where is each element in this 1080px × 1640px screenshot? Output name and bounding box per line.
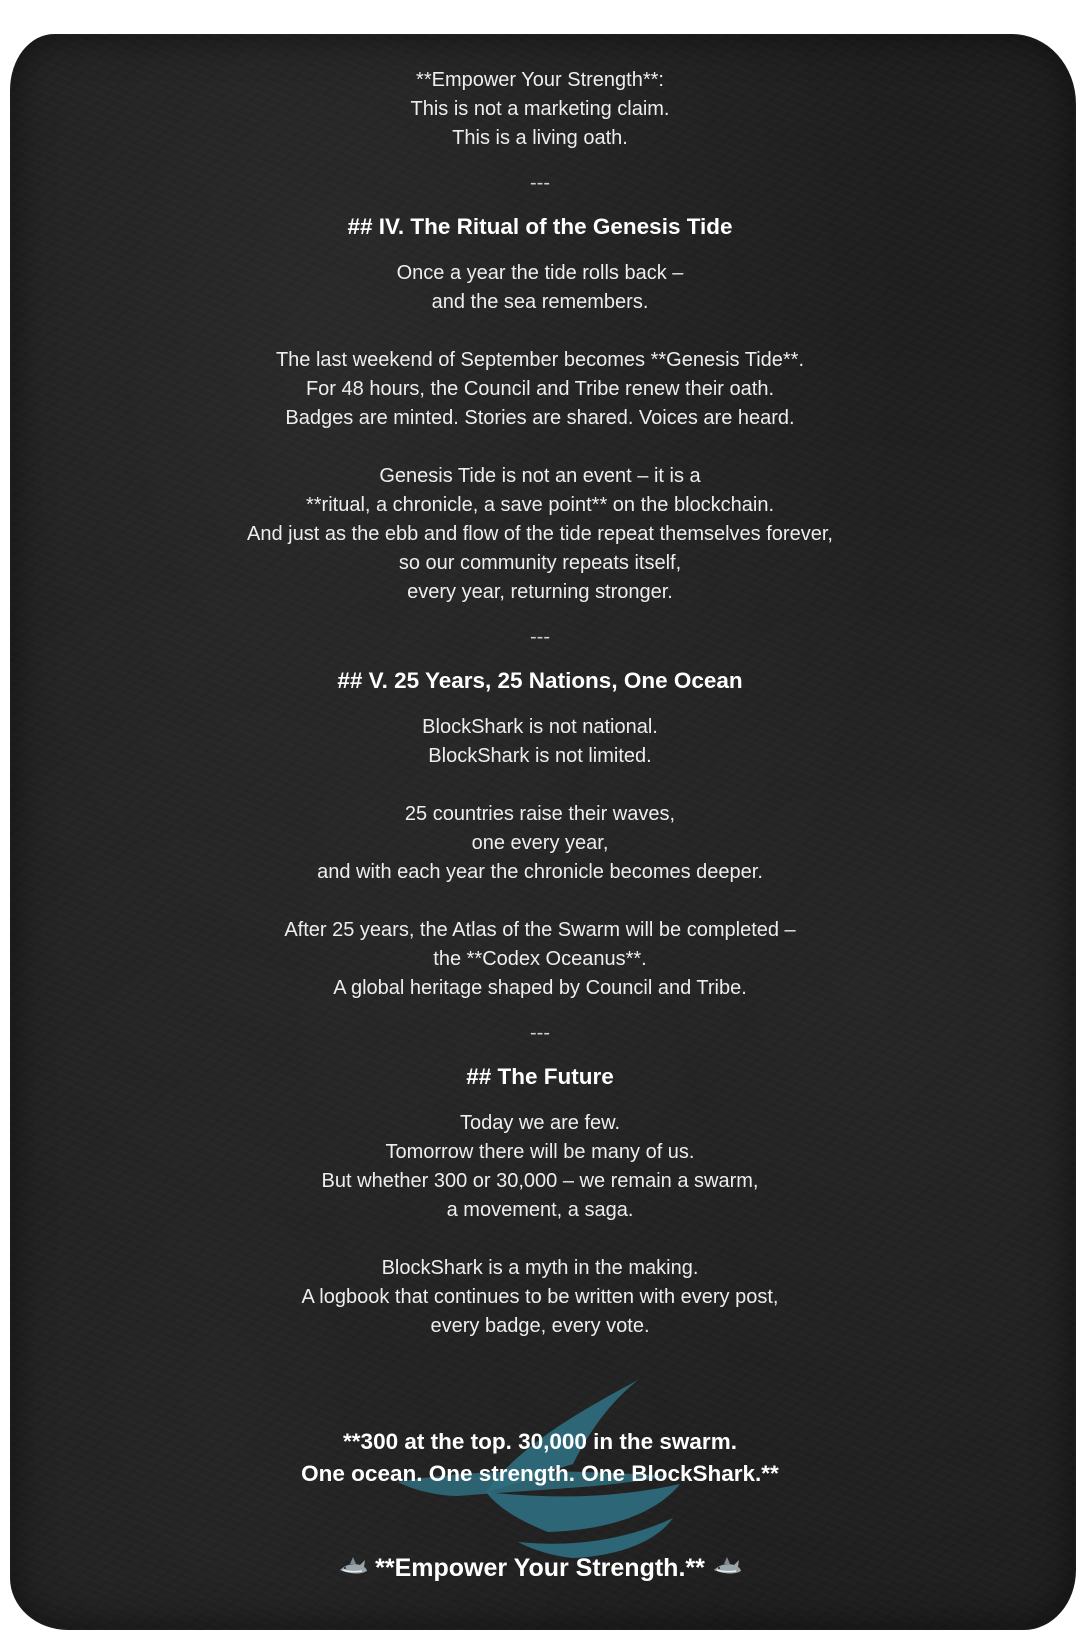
text-line: and with each year the chronicle becomes deeper. [317,861,763,883]
text-line: and the sea remembers. [431,291,649,313]
section-v-body [40,713,1040,1003]
intro-line: This is not a marketing claim. [410,98,670,120]
motto-text: **Empower Your Strength.** [375,1554,705,1582]
text-line: Today we are few. [459,1112,621,1134]
text-line: a movement, a saga. [446,1199,634,1221]
separator: --- [530,626,550,648]
shark-emoji-icon [712,1555,742,1579]
text-line: A global heritage shaped by Council and Tribe. [333,977,747,999]
text-line: Once a year the tide rolls back – [396,262,684,284]
section-iv-heading: ## IV. The Ritual of the Genesis Tide [347,214,733,239]
text-line: But whether 300 or 30,000 – we remain a swarm, [321,1170,759,1192]
text-line: After 25 years, the Atlas of the Swarm will be completed – [284,919,796,941]
text-line: **ritual, a chronicle, a save point** on the blockchain. [305,494,775,516]
text-line: every year, returning stronger. [407,581,673,603]
text-line: so our community repeats itself, [398,552,682,574]
future-heading: ## The Future [466,1064,614,1089]
intro-paragraph [40,66,1040,153]
separator: --- [530,172,550,194]
section-iv-body [40,259,1040,607]
document-body [40,66,1040,1341]
closing-motto [40,1551,1040,1585]
text-line: BlockShark is not national. [422,716,658,738]
closing-line: One ocean. One strength. One BlockShark.** [301,1461,779,1486]
future-body [40,1109,1040,1341]
text-line: And just as the ebb and flow of the tide repeat themselves forever, [247,523,833,545]
text-line: the **Codex Oceanus**. [433,948,647,970]
text-line: A logbook that continues to be written with every post, [301,1286,779,1308]
text-line: Badges are minted. Stories are shared. Voices are heard. [285,407,795,429]
separator: --- [530,1022,550,1044]
text-line: BlockShark is not limited. [428,745,652,767]
closing-statement [40,1426,1040,1490]
intro-line: **Empower Your Strength**: [416,69,664,91]
text-line: BlockShark is a myth in the making. [381,1257,699,1279]
text-line: 25 countries raise their waves, [404,803,676,825]
closing-line: **300 at the top. 30,000 in the swarm. [343,1429,737,1454]
text-line: The last weekend of September becomes **Genesis Tide**. [275,349,805,371]
text-line: Genesis Tide is not an event – it is a [379,465,701,487]
text-line: every badge, every vote. [430,1315,650,1337]
intro-line: This is a living oath. [452,127,628,149]
text-line: one every year, [471,832,609,854]
section-v-heading: ## V. 25 Years, 25 Nations, One Ocean [337,668,743,693]
text-line: For 48 hours, the Council and Tribe renew their oath. [305,378,775,400]
text-line: Tomorrow there will be many of us. [385,1141,695,1163]
shark-emoji-icon [338,1555,368,1579]
